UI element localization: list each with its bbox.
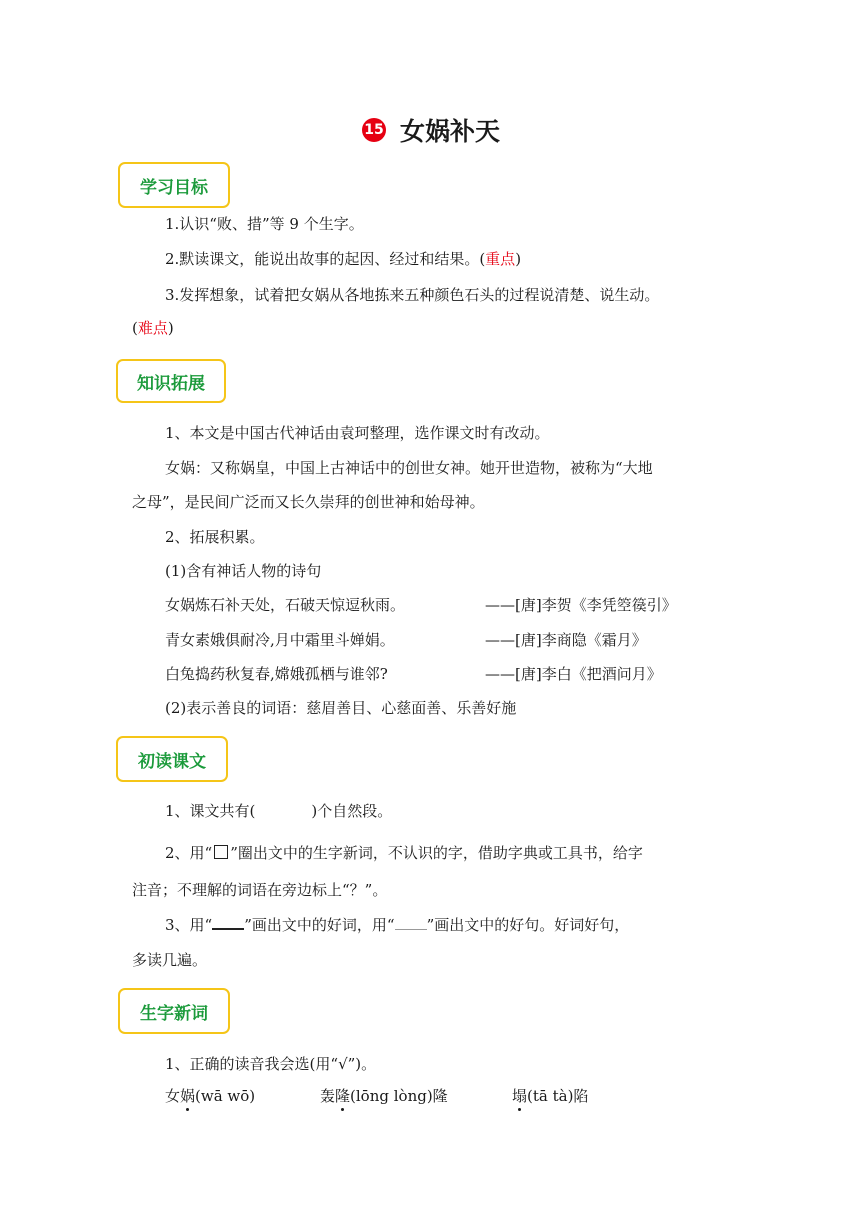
section-label-newwords: 生字新词 (118, 988, 230, 1034)
pinyin-item: 轰隆(lōng lòng)隆 (320, 1087, 448, 1105)
goal-3-tag: (难点) (132, 319, 174, 337)
firstread-q2-cont: 注音；不理解的词语在旁边标上“？”。 (132, 881, 388, 899)
dotted-char: 隆 (335, 1087, 351, 1105)
poem-source: ——[唐]李白《把酒问月》 (485, 665, 662, 683)
firstread-q1: 1、课文共有( )个自然段。 (165, 802, 393, 820)
poem-source: ——[唐]李贺《李凭箜篌引》 (485, 596, 677, 614)
pinyin-item: 女娲(wā wō) (165, 1087, 256, 1105)
section-label-firstread: 初读课文 (116, 736, 228, 782)
section-label-extension: 知识拓展 (116, 359, 226, 403)
difficult-point-tag: 难点 (137, 319, 168, 337)
wavy-underline-icon (395, 917, 427, 930)
extension-para-1: 1、本文是中国古代神话由袁珂整理，选作课文时有改动。 (165, 424, 550, 442)
extension-para-3: 2、拓展积累。 (165, 528, 265, 546)
circle-box-icon (214, 845, 228, 859)
goal-2: 2.默读课文，能说出故事的起因、经过和结果。(重点) (165, 250, 522, 268)
pinyin-item: 塌(tā tà)陷 (512, 1087, 589, 1105)
poem-line: 青女素娥俱耐冷,月中霜里斗婵娟。 (165, 631, 395, 649)
dotted-char: 娲 (180, 1087, 196, 1105)
extension-para-4: (1)含有神话人物的诗句 (165, 562, 322, 580)
solid-underline-icon (212, 916, 244, 930)
extension-para-2b: 之母”，是民间广泛而又长久崇拜的创世神和始母神。 (132, 493, 485, 511)
firstread-q2: 2、用“ ”圈出文中的生字新词，不认识的字，借助字典或工具书，给字 (165, 844, 643, 862)
extension-para-2a: 女娲：又称娲皇，中国上古神话中的创世女神。她开世造物，被称为“大地 (165, 459, 653, 477)
extension-para-5: (2)表示善良的词语：慈眉善目、心慈面善、乐善好施 (165, 699, 517, 717)
firstread-q3: 3、用“ ”画出文中的好词，用“ ”画出文中的好句。好词好句， (165, 916, 630, 934)
firstread-q3-cont: 多读几遍。 (132, 951, 208, 969)
goal-1: 1.认识“败、措”等 9 个生字。 (165, 215, 364, 233)
section-label-goals: 学习目标 (118, 162, 230, 208)
dotted-char: 塌 (512, 1087, 528, 1105)
goal-3: 3.发挥想象，试着把女娲从各地拣来五种颜色石头的过程说清楚、说生动。 (165, 286, 660, 304)
key-point-tag: 重点 (485, 250, 516, 268)
poem-source: ——[唐]李商隐《霜月》 (485, 631, 647, 649)
lesson-number-badge: 15 (362, 118, 386, 142)
page-title (362, 112, 500, 148)
poem-line: 女娲炼石补天处，石破天惊逗秋雨。 (165, 596, 406, 614)
lesson-title: 女娲补天 (400, 117, 501, 146)
poem-line: 白兔捣药秋复春,嫦娥孤栖与谁邻? (165, 665, 388, 683)
newwords-q1: 1、正确的读音我会选(用“√”)。 (165, 1055, 377, 1073)
